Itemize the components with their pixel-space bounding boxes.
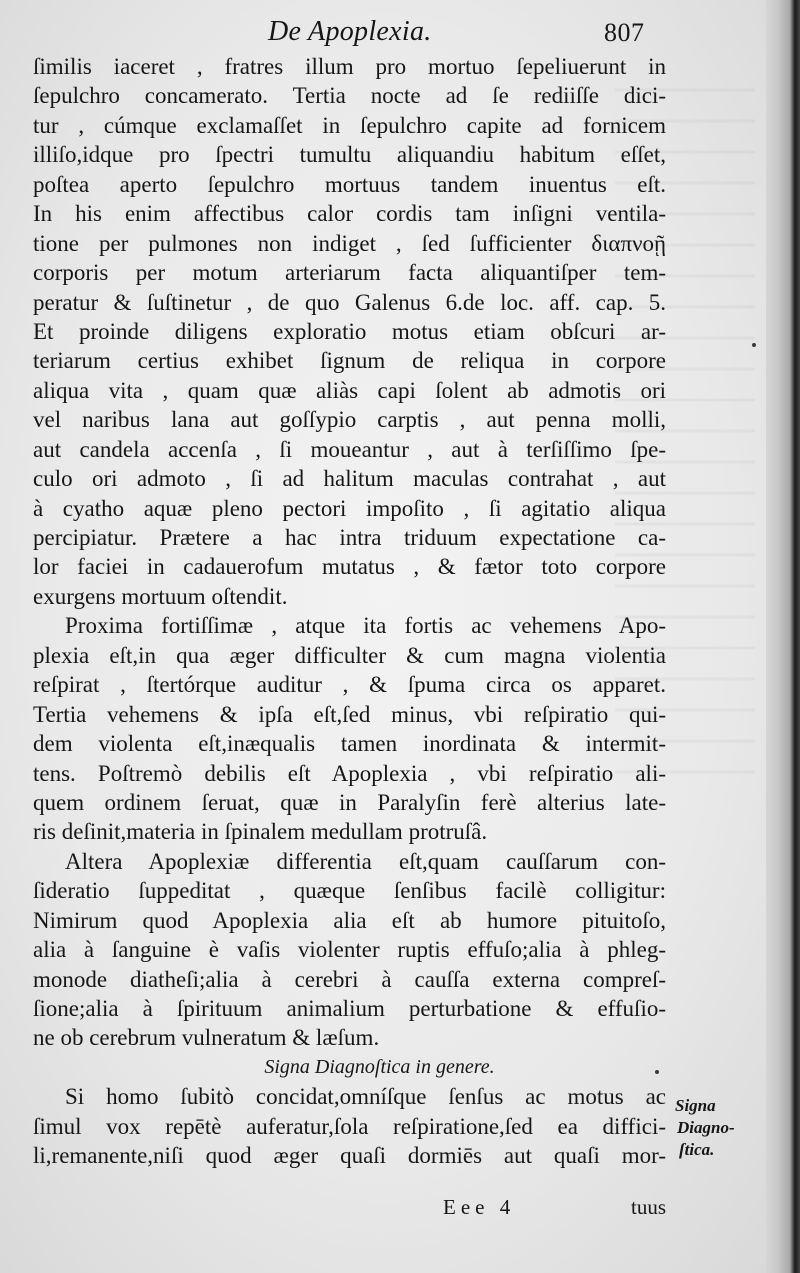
text-line: ſideratio ſuppeditat , quæque ſenſibus facilè colligitur: [33,878,666,904]
margin-note-line: Diagno- [677,1118,735,1137]
text-line: dem violenta eſt,inæqualis tamen inordinata & intermit- [33,731,666,757]
text-line: tur , cúmque exclamaſſet in ſepulchro capite ad fornicem [33,112,666,138]
text-line: quem ordinem ſeruat, quæ in Paralyſin ferè alterius late- [33,789,666,815]
margin-note-line: ſtica. [679,1140,715,1159]
text-line: aliqua vita , quam quæ aliàs capi ſolent ab admotis ori [33,377,666,403]
text-line: ne ob cerebrum vulneratum & læſum. [33,1025,380,1051]
text-line: ſepulchro concamerato. Tertia nocte ad ſe rediiſſe dici- [33,83,666,109]
text-line: teriarum certius exhibet ſignum de reliqua in corpore [33,348,666,374]
text-line: ſimilis iaceret , fratres illum pro mortuo ſepeliuerunt in [33,54,666,79]
paragraph-1 [33,52,666,611]
text-line: Si homo ſubitò concidat,omníſque ſenſus ac motus ac [65,1084,666,1110]
text-line: Et proinde diligens exploratio motus etiam obſcuri ar- [33,318,666,344]
text-line: peratur & ſuſtinetur , de quo Galenus 6.de loc. aff. cap. 5. [33,289,666,315]
text-line: monode diatheſi;alia à cerebri à cauſſa externa compreſ- [33,966,666,992]
text-line: percipiatur. Prætere a hac intra triduum expectatione ca- [33,525,666,550]
text-line: Altera Apoplexiæ differentia eſt,quam cauſſarum con- [65,848,666,874]
text-line: ſione;alia à ſpirituum animalium perturbatione & effuſio- [33,996,666,1021]
text-line: tens. Poſtremò debilis eſt Apoplexia , vbi reſpiratio ali- [33,760,666,786]
text-line: lor faciei in cadauerofum mutatus , & fætor toto corpore [33,554,666,580]
text-line: tione per pulmones non indiget , ſed ſufficienter διαπνοῇ [33,230,666,256]
paragraph-4 [33,1082,666,1170]
signature-mark: Eee 4 [443,1195,516,1219]
ink-speck [752,343,756,347]
text-line: à cyatho aquæ pleno pectori impoſito , ſi agitatio aliqua [33,495,666,521]
running-head: De Apoplexia. [268,16,432,47]
text-line: Proxima fortiſſimæ , atque ita fortis ac vehemens Apo- [65,613,666,639]
text-line: illiſo,idque pro ſpectri tumultu aliquandiu habitum eſſet, [33,142,666,168]
text-line: li,remanente,niſi quod æger quaſi dormiēs aut quaſi mor- [33,1143,666,1169]
catchword: tuus [630,1195,666,1219]
text-line: ris deſinit,materia in ſpinalem medullam protruſâ. [33,819,488,845]
paragraph-3 [33,847,666,1053]
page-number: 807 [604,18,645,47]
text-line: ſimul vox repētè auferatur,ſola reſpiratione,ſed ea diffici- [33,1113,666,1139]
text-line: poſtea aperto ſepulchro mortuus tandem inuentus eſt. [33,171,666,197]
text-line: plexia eſt,in qua æger difficulter & cum magna violentia [33,642,666,668]
text-line: alia à ſanguine è vaſis violenter ruptis effuſo;alia à phleg- [33,937,666,963]
text-line: corporis per motum arteriarum facta aliquantiſper tem- [33,260,666,286]
text-line: In his enim affectibus calor cordis tam inſigni ventila- [33,201,666,227]
binding-edge [766,0,800,1273]
margin-note-line: Signa [675,1096,716,1115]
section-heading: Signa Diagnoſtica in genere. [264,1055,495,1078]
text-line: culo ori admoto , ſi ad halitum maculas contrahat , aut [33,466,666,492]
margin-note [675,1095,765,1161]
text-line: aut candela accenſa , ſi moueantur , aut à terſiſſimo ſpe- [33,436,666,462]
paragraph-2 [33,611,666,847]
body-text [33,52,666,1171]
text-line: Nimirum quod Apoplexia alia eſt ab humore pituitoſo, [33,907,666,933]
page-footer [33,1195,666,1223]
text-line: exurgens mortuum oſtendit. [33,583,288,609]
text-line: Tertia vehemens & ipſa eſt,ſed minus, vbi reſpiratio qui- [33,701,666,727]
text-line: vel naribus lana aut goſſypio carptis , aut penna molli, [33,407,666,433]
text-line: reſpirat , ſtertórque auditur , & ſpuma circa os apparet. [33,672,666,698]
ink-speck [655,1070,659,1074]
